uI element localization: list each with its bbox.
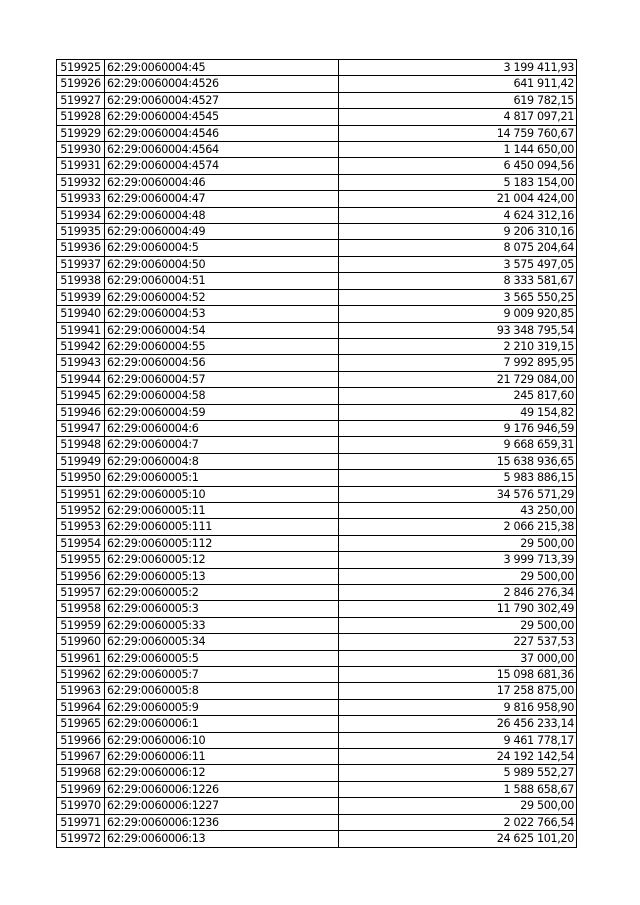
cadastral-number-cell: 62:29:0060004:45	[105, 60, 339, 76]
row-number-cell: 519933	[57, 191, 105, 207]
row-number-cell: 519952	[57, 502, 105, 518]
cadastral-number-cell: 62:29:0060005:10	[105, 486, 339, 502]
table-row	[57, 502, 577, 518]
table-row	[57, 716, 577, 732]
value-cell: 245 817,60	[339, 388, 577, 404]
row-number-cell: 519938	[57, 273, 105, 289]
cadastral-number-cell: 62:29:0060004:4574	[105, 158, 339, 174]
cadastral-number-cell: 62:29:0060005:12	[105, 552, 339, 568]
cadastral-number-cell: 62:29:0060005:2	[105, 585, 339, 601]
value-cell: 29 500,00	[339, 535, 577, 551]
row-number-cell: 519961	[57, 650, 105, 666]
row-number-cell: 519935	[57, 224, 105, 240]
value-cell: 24 192 142,54	[339, 749, 577, 765]
value-cell: 5 989 552,27	[339, 765, 577, 781]
row-number-cell: 519937	[57, 256, 105, 272]
table-row	[57, 814, 577, 830]
table-row	[57, 634, 577, 650]
row-number-cell: 519969	[57, 781, 105, 797]
value-cell: 9 009 920,85	[339, 306, 577, 322]
value-cell: 7 992 895,95	[339, 355, 577, 371]
row-number-cell: 519943	[57, 355, 105, 371]
value-cell: 29 500,00	[339, 617, 577, 633]
table-row	[57, 109, 577, 125]
cadastral-number-cell: 62:29:0060004:52	[105, 289, 339, 305]
cadastral-number-cell: 62:29:0060004:53	[105, 306, 339, 322]
table-row	[57, 535, 577, 551]
value-cell: 2 022 766,54	[339, 814, 577, 830]
value-cell: 21 004 424,00	[339, 191, 577, 207]
value-cell: 2 066 215,38	[339, 519, 577, 535]
cadastral-number-cell: 62:29:0060004:57	[105, 371, 339, 387]
row-number-cell: 519944	[57, 371, 105, 387]
cadastral-number-cell: 62:29:0060004:4546	[105, 125, 339, 141]
value-cell: 9 206 310,16	[339, 224, 577, 240]
row-number-cell: 519930	[57, 142, 105, 158]
row-number-cell: 519959	[57, 617, 105, 633]
cadastral-number-cell: 62:29:0060005:8	[105, 683, 339, 699]
table-row	[57, 765, 577, 781]
row-number-cell: 519932	[57, 174, 105, 190]
cadastral-number-cell: 62:29:0060005:13	[105, 568, 339, 584]
value-cell: 227 537,53	[339, 634, 577, 650]
value-cell: 8 075 204,64	[339, 240, 577, 256]
cadastral-number-cell: 62:29:0060004:56	[105, 355, 339, 371]
cadastral-number-cell: 62:29:0060005:111	[105, 519, 339, 535]
table-row	[57, 60, 577, 76]
value-cell: 37 000,00	[339, 650, 577, 666]
row-number-cell: 519954	[57, 535, 105, 551]
table-row	[57, 519, 577, 535]
row-number-cell: 519931	[57, 158, 105, 174]
cadastral-number-cell: 62:29:0060004:50	[105, 256, 339, 272]
table-row	[57, 453, 577, 469]
cadastral-number-cell: 62:29:0060004:8	[105, 453, 339, 469]
table-row	[57, 125, 577, 141]
row-number-cell: 519927	[57, 92, 105, 108]
cadastral-number-cell: 62:29:0060005:3	[105, 601, 339, 617]
row-number-cell: 519945	[57, 388, 105, 404]
row-number-cell: 519967	[57, 749, 105, 765]
row-number-cell: 519939	[57, 289, 105, 305]
row-number-cell: 519963	[57, 683, 105, 699]
value-cell: 9 816 958,90	[339, 699, 577, 715]
cadastral-number-cell: 62:29:0060004:7	[105, 437, 339, 453]
value-cell: 3 199 411,93	[339, 60, 577, 76]
table-row	[57, 404, 577, 420]
value-cell: 14 759 760,67	[339, 125, 577, 141]
value-cell: 1 588 658,67	[339, 781, 577, 797]
table-row	[57, 256, 577, 272]
value-cell: 43 250,00	[339, 502, 577, 518]
value-cell: 619 782,15	[339, 92, 577, 108]
table-row	[57, 355, 577, 371]
row-number-cell: 519950	[57, 470, 105, 486]
table-row	[57, 240, 577, 256]
row-number-cell: 519972	[57, 831, 105, 847]
table-row	[57, 322, 577, 338]
cadastral-number-cell: 62:29:0060004:4564	[105, 142, 339, 158]
table-row	[57, 420, 577, 436]
table-row	[57, 388, 577, 404]
value-cell: 21 729 084,00	[339, 371, 577, 387]
row-number-cell: 519970	[57, 798, 105, 814]
row-number-cell: 519949	[57, 453, 105, 469]
table-row	[57, 601, 577, 617]
row-number-cell: 519962	[57, 667, 105, 683]
row-number-cell: 519936	[57, 240, 105, 256]
row-number-cell: 519946	[57, 404, 105, 420]
value-cell: 4 817 097,21	[339, 109, 577, 125]
row-number-cell: 519951	[57, 486, 105, 502]
row-number-cell: 519953	[57, 519, 105, 535]
value-cell: 3 565 550,25	[339, 289, 577, 305]
cadastral-number-cell: 62:29:0060004:58	[105, 388, 339, 404]
table-row	[57, 732, 577, 748]
row-number-cell: 519958	[57, 601, 105, 617]
cadastral-number-cell: 62:29:0060004:54	[105, 322, 339, 338]
cadastral-number-cell: 62:29:0060004:4526	[105, 76, 339, 92]
value-cell: 9 176 946,59	[339, 420, 577, 436]
row-number-cell: 519926	[57, 76, 105, 92]
table-row	[57, 568, 577, 584]
value-cell: 9 461 778,17	[339, 732, 577, 748]
value-cell: 641 911,42	[339, 76, 577, 92]
value-cell: 2 210 319,15	[339, 338, 577, 354]
cadastral-number-cell: 62:29:0060005:112	[105, 535, 339, 551]
cadastral-number-cell: 62:29:0060004:6	[105, 420, 339, 436]
table-row	[57, 191, 577, 207]
cadastral-number-cell: 62:29:0060006:10	[105, 732, 339, 748]
value-cell: 4 624 312,16	[339, 207, 577, 223]
cadastral-number-cell: 62:29:0060005:5	[105, 650, 339, 666]
cadastral-number-cell: 62:29:0060004:59	[105, 404, 339, 420]
row-number-cell: 519965	[57, 716, 105, 732]
table-row	[57, 699, 577, 715]
cadastral-number-cell: 62:29:0060005:1	[105, 470, 339, 486]
table-row	[57, 142, 577, 158]
cadastral-number-cell: 62:29:0060006:12	[105, 765, 339, 781]
value-cell: 3 999 713,39	[339, 552, 577, 568]
value-cell: 29 500,00	[339, 568, 577, 584]
table-row	[57, 371, 577, 387]
cadastral-number-cell: 62:29:0060006:11	[105, 749, 339, 765]
row-number-cell: 519948	[57, 437, 105, 453]
cadastral-number-cell: 62:29:0060004:47	[105, 191, 339, 207]
value-cell: 5 983 886,15	[339, 470, 577, 486]
row-number-cell: 519929	[57, 125, 105, 141]
value-cell: 24 625 101,20	[339, 831, 577, 847]
table-row	[57, 76, 577, 92]
row-number-cell: 519928	[57, 109, 105, 125]
row-number-cell: 519947	[57, 420, 105, 436]
table-row	[57, 617, 577, 633]
table-row	[57, 552, 577, 568]
table-row	[57, 224, 577, 240]
table-row	[57, 437, 577, 453]
value-cell: 5 183 154,00	[339, 174, 577, 190]
value-cell: 15 638 936,65	[339, 453, 577, 469]
row-number-cell: 519960	[57, 634, 105, 650]
table-row	[57, 174, 577, 190]
table-row	[57, 273, 577, 289]
table-row	[57, 92, 577, 108]
table-row	[57, 585, 577, 601]
table-row	[57, 831, 577, 847]
value-cell: 1 144 650,00	[339, 142, 577, 158]
row-number-cell: 519925	[57, 60, 105, 76]
table-body	[57, 60, 577, 848]
value-cell: 34 576 571,29	[339, 486, 577, 502]
row-number-cell: 519941	[57, 322, 105, 338]
row-number-cell: 519971	[57, 814, 105, 830]
value-cell: 26 456 233,14	[339, 716, 577, 732]
value-cell: 2 846 276,34	[339, 585, 577, 601]
cadastral-number-cell: 62:29:0060004:4527	[105, 92, 339, 108]
value-cell: 6 450 094,56	[339, 158, 577, 174]
row-number-cell: 519940	[57, 306, 105, 322]
cadastral-number-cell: 62:29:0060005:34	[105, 634, 339, 650]
table-row	[57, 338, 577, 354]
value-cell: 3 575 497,05	[339, 256, 577, 272]
cadastral-number-cell: 62:29:0060006:1	[105, 716, 339, 732]
cadastral-number-cell: 62:29:0060005:7	[105, 667, 339, 683]
value-cell: 15 098 681,36	[339, 667, 577, 683]
cadastral-number-cell: 62:29:0060004:49	[105, 224, 339, 240]
row-number-cell: 519957	[57, 585, 105, 601]
row-number-cell: 519955	[57, 552, 105, 568]
cadastral-number-cell: 62:29:0060004:5	[105, 240, 339, 256]
cadastral-number-cell: 62:29:0060004:55	[105, 338, 339, 354]
table-row	[57, 683, 577, 699]
table-row	[57, 781, 577, 797]
table-row	[57, 207, 577, 223]
table-row	[57, 486, 577, 502]
table-row	[57, 749, 577, 765]
cadastral-number-cell: 62:29:0060006:1226	[105, 781, 339, 797]
row-number-cell: 519966	[57, 732, 105, 748]
cadastral-number-cell: 62:29:0060006:1236	[105, 814, 339, 830]
table-row	[57, 650, 577, 666]
table-row	[57, 158, 577, 174]
table-row	[57, 667, 577, 683]
row-number-cell: 519964	[57, 699, 105, 715]
cadastral-number-cell: 62:29:0060005:11	[105, 502, 339, 518]
row-number-cell: 519942	[57, 338, 105, 354]
value-cell: 49 154,82	[339, 404, 577, 420]
cadastral-number-cell: 62:29:0060005:33	[105, 617, 339, 633]
value-cell: 17 258 875,00	[339, 683, 577, 699]
cadastral-number-cell: 62:29:0060006:13	[105, 831, 339, 847]
value-cell: 29 500,00	[339, 798, 577, 814]
cadastral-value-table	[56, 59, 577, 848]
value-cell: 93 348 795,54	[339, 322, 577, 338]
table-row	[57, 289, 577, 305]
table-row	[57, 306, 577, 322]
value-cell: 11 790 302,49	[339, 601, 577, 617]
row-number-cell: 519956	[57, 568, 105, 584]
cadastral-number-cell: 62:29:0060005:9	[105, 699, 339, 715]
cadastral-number-cell: 62:29:0060006:1227	[105, 798, 339, 814]
cadastral-number-cell: 62:29:0060004:4545	[105, 109, 339, 125]
table-row	[57, 470, 577, 486]
value-cell: 8 333 581,67	[339, 273, 577, 289]
table-row	[57, 798, 577, 814]
row-number-cell: 519968	[57, 765, 105, 781]
value-cell: 9 668 659,31	[339, 437, 577, 453]
cadastral-number-cell: 62:29:0060004:46	[105, 174, 339, 190]
row-number-cell: 519934	[57, 207, 105, 223]
cadastral-number-cell: 62:29:0060004:48	[105, 207, 339, 223]
cadastral-number-cell: 62:29:0060004:51	[105, 273, 339, 289]
